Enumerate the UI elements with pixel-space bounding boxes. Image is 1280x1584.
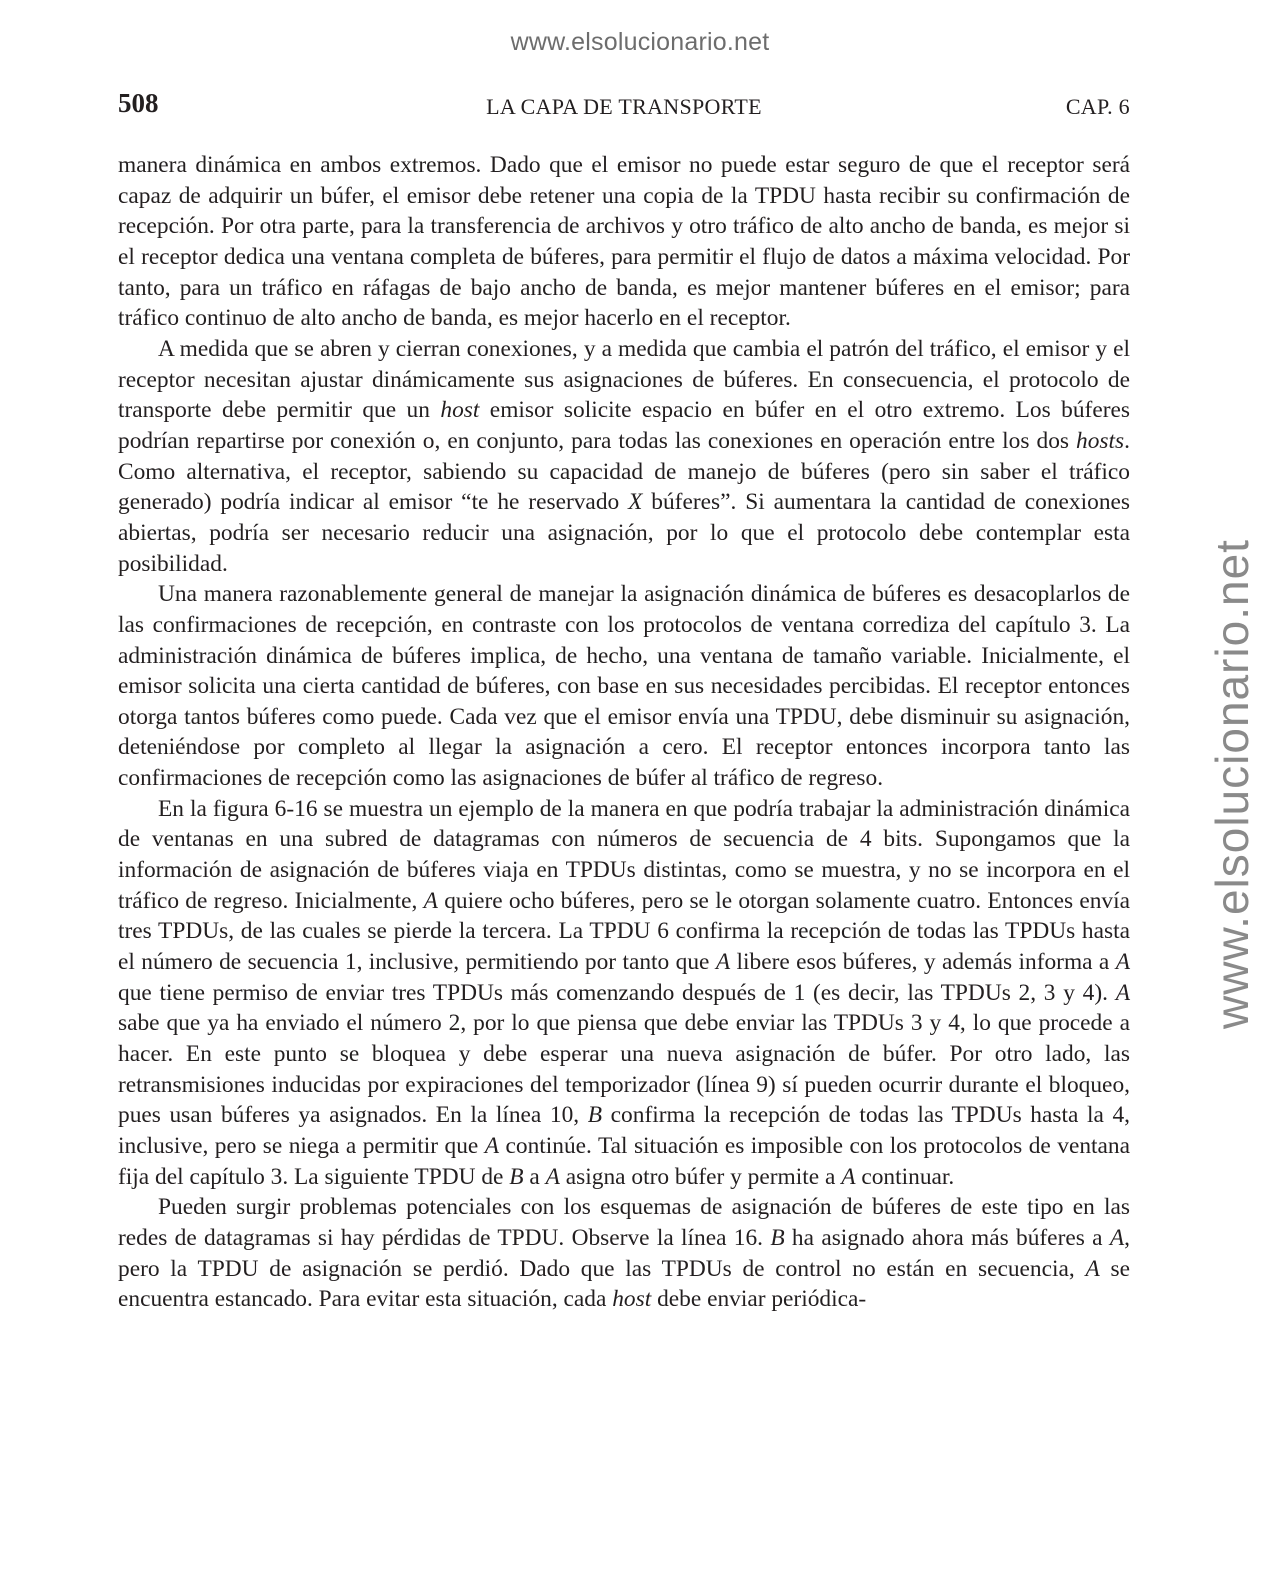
watermark-top: www.elsolucionario.net bbox=[510, 28, 770, 56]
watermark-side: www.elsolucionario.net bbox=[1206, 539, 1258, 1029]
paragraph: Pueden surgir problemas potenciales con los esquemas de asignación de búferes de este tipo en las redes de datagramas si hay pérdidas de TPDU. Observe la línea 16. B ha asignado ahora más búferes a A, pero la TPDU de asignación se perdió. Dado que las TPDUs de control no están en secuencia, A se encuentra estancado. Para evitar esta situación, cada host debe enviar periódica- bbox=[118, 1194, 1130, 1313]
body-text bbox=[118, 150, 1130, 1315]
chapter-title: LA CAPA DE TRANSPORTE bbox=[486, 94, 762, 119]
paragraph: A medida que se abren y cierran conexiones, y a medida que cambia el patrón del tráfico, el emisor y el receptor necesitan ajustar dinámicamente sus asignaciones de búferes. En consecuencia, el protocolo de transporte debe permitir que un host emisor solicite espacio en búfer en el otro extremo. Los búferes podrían repartirse por conexión o, en conjunto, para todas las conexiones en operación entre los dos hosts. Como alternativa, el receptor, sabiendo su capacidad de manejo de búferes (pero sin saber el tráfico generado) podría indicar al emisor “te he reservado X búferes”. Si aumentara la cantidad de conexiones abiertas, podría ser necesario reducir una asignación, por lo que el protocolo debe contemplar esta posibilidad. bbox=[118, 335, 1130, 577]
paragraph: Una manera razonablemente general de manejar la asignación dinámica de búferes es desacoplarlos de las confirmaciones de recepción, en contraste con los protocolos de ventana corrediza del capítulo 3. La administración dinámica de búferes implica, de hecho, una ventana de tamaño variable. Inicialmente, el emisor solicita una cierta cantidad de búferes, con base en sus necesidades percibidas. El receptor entonces otorga tantos búferes como puede. Cada vez que el emisor envía una TPDU, debe disminuir su asignación, deteniéndose por completo al llegar la asignación a cero. El receptor entonces incorpora tanto las confirmaciones de recepción como las asignaciones de búfer al tráfico de regreso. bbox=[118, 581, 1130, 792]
page-number: 508 bbox=[118, 88, 159, 118]
paragraph: manera dinámica en ambos extremos. Dado que el emisor no puede estar seguro de que el receptor será capaz de adquirir un búfer, el emisor debe retener una copia de la TPDU hasta recibir su confirmación de recepción. Por otra parte, para la transferencia de archivos y otro tráfico de alto ancho de banda, es mejor si el receptor dedica una ventana completa de búferes, para permitir el flujo de datos a máxima velocidad. Por tanto, para un tráfico en ráfagas de bajo ancho de banda, es mejor mantener búferes en el emisor; para tráfico continuo de alto ancho de banda, es mejor hacerlo en el receptor. bbox=[118, 152, 1130, 332]
chapter-label: CAP. 6 bbox=[1065, 94, 1130, 119]
running-head bbox=[118, 88, 1130, 128]
paragraph: En la figura 6-16 se muestra un ejemplo de la manera en que podría trabajar la administración dinámica de ventanas en una subred de datagramas con números de secuencia de 4 bits. Supongamos que la información de asignación de búferes viaja en TPDUs distintas, como se muestra, y no se incorpora en el tráfico de regreso. Inicialmente, A quiere ocho búferes, pero se le otorgan solamente cuatro. Entonces envía tres TPDUs, de las cuales se pierde la tercera. La TPDU 6 confirma la recepción de todas las TPDUs hasta el número de secuencia 1, inclusive, permitiendo por tanto que A libere esos búferes, y además informa a A que tiene permiso de enviar tres TPDUs más comenzando después de 1 (es decir, las TPDUs 2, 3 y 4). A sabe que ya ha enviado el número 2, por lo que piensa que debe enviar las TPDUs 3 y 4, lo que procede a hacer. En este punto se bloquea y debe esperar una nueva asignación de búfer. Por otro lado, las retransmisiones inducidas por expiraciones del temporizador (línea 9) sí pueden ocurrir durante el bloqueo, pues usan búferes ya asignados. En la línea 10, B confirma la recepción de todas las TPDUs hasta la 4, inclusive, pero se niega a permitir que A continúe. Tal situación es imposible con los protocolos de ventana fija del capítulo 3. La siguiente TPDU de B a A asigna otro búfer y permite a A continuar. bbox=[118, 795, 1131, 1190]
